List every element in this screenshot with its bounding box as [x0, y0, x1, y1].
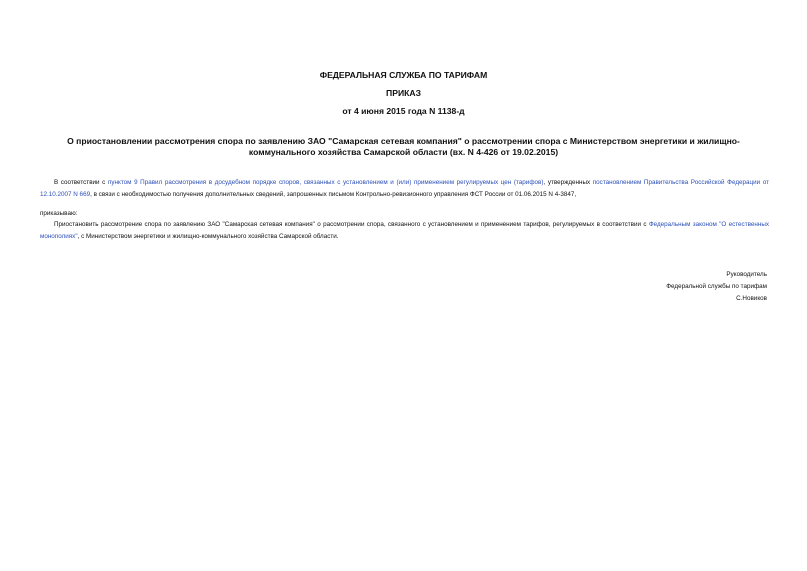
- preamble-text-1: В соответствии с: [54, 179, 108, 186]
- link-federal-law-monopolies[interactable]: Федеральным законом "О естественных монополиях": [40, 221, 769, 240]
- link-rules-clause-9[interactable]: пунктом 9 Правил рассмотрения в досудебном порядке споров, связанных с установлением и (или) применением регулируемых цен (тарифов): [107, 179, 544, 186]
- preamble-text-2: , утвержденных: [543, 179, 593, 186]
- preamble-paragraph: [40, 177, 769, 200]
- doc-type-heading: ПРИКАЗ: [386, 88, 421, 98]
- document-title: О приостановлении рассмотрения спора по заявлению ЗАО "Самарская сетевая компания" о рассмотрении спора с Министерством энергетики и жилищно-коммунального хозяйства Самарской области (вх. N 4-426 от 19.02.2015): [67, 136, 740, 157]
- agency-heading: ФЕДЕРАЛЬНАЯ СЛУЖБА ПО ТАРИФАМ: [319, 70, 488, 80]
- link-government-decree[interactable]: постановлением Правительства Российской Федерации от 12.10.2007 N 669: [40, 179, 770, 198]
- order-word: приказываю:: [40, 210, 78, 217]
- signature-position-1: Руководитель: [726, 271, 767, 278]
- order-text-1: Приостановить рассмотрение спора по заявлению ЗАО "Самарская сетевая компания" о рассмотрении спора, связанного с установлением и применением тарифов, регулируемых в соответствии с: [54, 221, 649, 228]
- doc-date-number: от 4 июня 2015 года N 1138-д: [342, 106, 465, 116]
- signature-position-2: Федеральной службы по тарифам: [666, 283, 767, 290]
- order-paragraph: [40, 219, 769, 242]
- order-text-2: , с Министерством энергетики и жилищно-коммунального хозяйства Самарской области.: [77, 232, 339, 240]
- preamble-text-3: , в связи с необходимостью получения дополнительных сведений, запрошенных письмом Контрольно-ревизионного управления ФСТ России от 01.06.2015 N 4-3847,: [90, 190, 577, 198]
- signature-name: С.Новиков: [736, 295, 767, 302]
